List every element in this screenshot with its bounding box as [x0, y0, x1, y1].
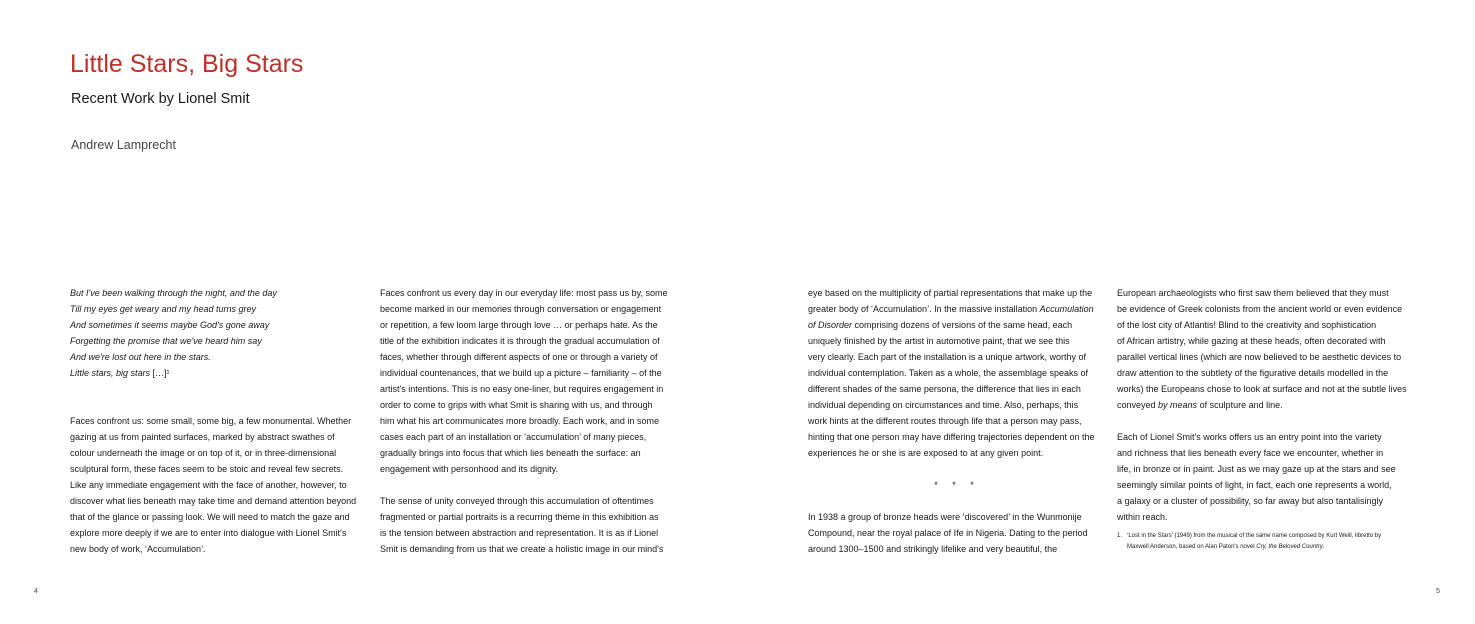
text-line: of the lost city of Atlantis! Blind to the creativity and sophistication — [1117, 320, 1377, 330]
text-line: gazing at us from painted surfaces, marked by abstract swathes of — [70, 432, 335, 442]
text-column-4 — [1117, 285, 1409, 553]
text-line: title of the exhibition indicates it is through the gradual accumulation of — [380, 336, 660, 346]
text-line: Faces confront us: some small, some big, a few monumental. Whether — [70, 416, 352, 426]
text-line: Smit is demanding from us that we create a holistic image in our mind's — [380, 544, 664, 554]
text-run-italic: by means — [1158, 400, 1198, 410]
epigraph-poem — [70, 285, 362, 381]
text-line: individual depending on circumstances and time. Also, perhaps, this — [808, 400, 1079, 410]
text-line: discover what lies beneath may take time and demand attention beyond — [70, 496, 357, 506]
text-line — [808, 317, 1100, 333]
page-number-left: 4 — [34, 588, 38, 595]
book-title: Cry, the Beloved Country — [1256, 544, 1323, 550]
text-line: parallel vertical lines (which are now believed to be aesthetic devices to — [1117, 352, 1402, 362]
text-line: and richness that lies beneath every face we encounter, whether in — [1117, 448, 1384, 458]
text-line: very clearly. Each part of the installation is a unique artwork, worthy of — [808, 352, 1086, 362]
text-line: colour underneath the image or on top of it, or in three-dimensional — [70, 448, 337, 458]
text-line: fragmented or partial portraits is a recurring theme in this exhibition as — [380, 512, 659, 522]
poem-line: But I've been walking through the night, and the day — [70, 288, 277, 298]
text-line: In 1938 a group of bronze heads were ‘discovered’ in the Wunmonije — [808, 512, 1082, 522]
text-line: Like any immediate engagement with the face of another, however, to — [70, 480, 347, 490]
article-subtitle: Recent Work by Lionel Smit — [71, 91, 250, 107]
paragraph — [1117, 429, 1409, 525]
text-line: eye based on the multiplicity of partial representations that make up the — [808, 288, 1093, 298]
footnote — [1117, 531, 1409, 553]
page-number-right: 5 — [1436, 588, 1440, 595]
text-line: that of the glance or passing look. We will need to match the gaze and — [70, 512, 350, 522]
section-separator: * * * — [934, 480, 980, 490]
text-line: draw attention to the subtlety of the figurative details modelled in the — [1117, 368, 1389, 378]
text-line: or repetition, a few loom large through love … or perhaps hate. As the — [380, 320, 658, 330]
poem-line: Forgetting the promise that we've heard him say — [70, 336, 262, 346]
text-line: seemingly similar points of light, in fact, each one represents a world, — [1117, 480, 1392, 490]
poem-line: Till my eyes get weary and my head turns grey — [70, 304, 256, 314]
text-line: different shades of the same persona, the difference that lies in each — [808, 384, 1081, 394]
text-line: explore more deeply if we are to enter into dialogue with Lionel Smit's — [70, 528, 347, 538]
text-line: cases each part of an installation or ‘accumulation’ of many pieces, — [380, 432, 647, 442]
text-line: new body of work, ‘Accumulation’. — [70, 544, 206, 554]
author-name: Andrew Lamprecht — [71, 138, 176, 152]
text-run: conveyed — [1117, 400, 1159, 410]
poem-last-italic: Little stars, big stars — [70, 368, 151, 378]
paragraph — [808, 285, 1100, 461]
text-line: artist's intentions. This is no easy one-liner, but requires engagement in — [380, 384, 664, 394]
text-line: Faces confront us every day in our everyday life: most pass us by, some — [380, 288, 668, 298]
poem-line: And we're lost out here in the stars. — [70, 352, 211, 362]
poem-line-last — [70, 365, 362, 381]
article-title: Little Stars, Big Stars — [70, 50, 304, 78]
text-line: Compound, near the royal palace of Ife in Nigeria. Dating to the period — [808, 528, 1088, 538]
text-line: work hints at the different routes through life that a person may pass, — [808, 416, 1082, 426]
text-line: The sense of unity conveyed through this accumulation of oftentimes — [380, 496, 654, 506]
text-column-2 — [380, 285, 672, 557]
text-line: him what his art communicates more broadly. Each work, and in some — [380, 416, 659, 426]
text-line: individual contemplation. Taken as a whole, the assemblage speaks of — [808, 368, 1089, 378]
text-line — [1117, 397, 1409, 413]
text-line: gradually brings into focus that which lies beneath the surface: an — [380, 448, 641, 458]
artwork-title: Accumulation — [1039, 304, 1094, 314]
text-line: faces, whether through different aspects of one or through a variety of — [380, 352, 658, 362]
text-line: within reach. — [1117, 512, 1168, 522]
text-line: of African artistry, while gazing at these heads, often decorated with — [1117, 336, 1386, 346]
text-line — [1127, 542, 1381, 553]
text-run: . — [1322, 544, 1325, 550]
text-column-1 — [70, 285, 362, 557]
paragraph — [380, 285, 672, 477]
text-line: works) the Europeans chose to look at surface and not at the subtle lives — [1117, 384, 1407, 394]
text-run: comprising dozens of versions of the same head, each — [852, 320, 1073, 330]
text-line: be evidence of Greek colonists from the ancient world or even evidence — [1117, 304, 1403, 314]
text-line: order to come to grips with what Smit is sharing with us, and through — [380, 400, 653, 410]
text-line: European archaeologists who first saw them believed that they must — [1117, 288, 1389, 298]
text-line: uniquely finished by the artist in automotive paint, that we see this — [808, 336, 1070, 346]
text-line — [808, 301, 1100, 317]
text-line: a galaxy or a cluster of possibility, so far away but also tantalisingly — [1117, 496, 1383, 506]
text-line: experiences he or she is are exposed to at any given point. — [808, 448, 1044, 458]
text-line: individual countenances, that we build up a picture – familiarity – of the — [380, 368, 662, 378]
text-run: Maxwell Anderson, based on Alan Paton's novel — [1127, 544, 1257, 550]
text-line: become marked in our memories through conversation or engagement — [380, 304, 662, 314]
footnote-text — [1127, 531, 1381, 553]
text-run: greater body of ‘Accumulation’. In the massive installation — [808, 304, 1040, 314]
text-line: is the tension between abstraction and representation. It is as if Lionel — [380, 528, 659, 538]
artwork-title: of Disorder — [808, 320, 853, 330]
poem-line: And sometimes it seems maybe God's gone away — [70, 320, 270, 330]
footnote-number: 1. — [1117, 533, 1123, 539]
text-line: around 1300–1500 and strikingly lifelike and very beautiful, the — [808, 544, 1058, 554]
text-line: Each of Lionel Smit's works offers us an entry point into the variety — [1117, 432, 1382, 442]
text-line: hinting that one person may have differing trajectories dependent on the — [808, 432, 1095, 442]
paragraph — [808, 509, 1100, 557]
text-line: ‘Lost in the Stars’ (1949) from the musical of the same name composed by Kurt Weill, libretto by — [1127, 533, 1382, 539]
paragraph — [70, 413, 362, 557]
paragraph — [1117, 285, 1409, 413]
text-line: engagement with personhood and its dignity. — [380, 464, 558, 474]
paragraph — [380, 493, 672, 557]
text-run: of sculpture and line. — [1197, 400, 1283, 410]
text-line: life, in bronze or in paint. Just as we may gaze up at the stars and see — [1117, 464, 1396, 474]
text-line: sculptural form, these faces seem to be stoic and reveal few secrets. — [70, 464, 344, 474]
text-column-3 — [808, 285, 1100, 557]
footnote-ref: […]¹ — [150, 368, 170, 378]
